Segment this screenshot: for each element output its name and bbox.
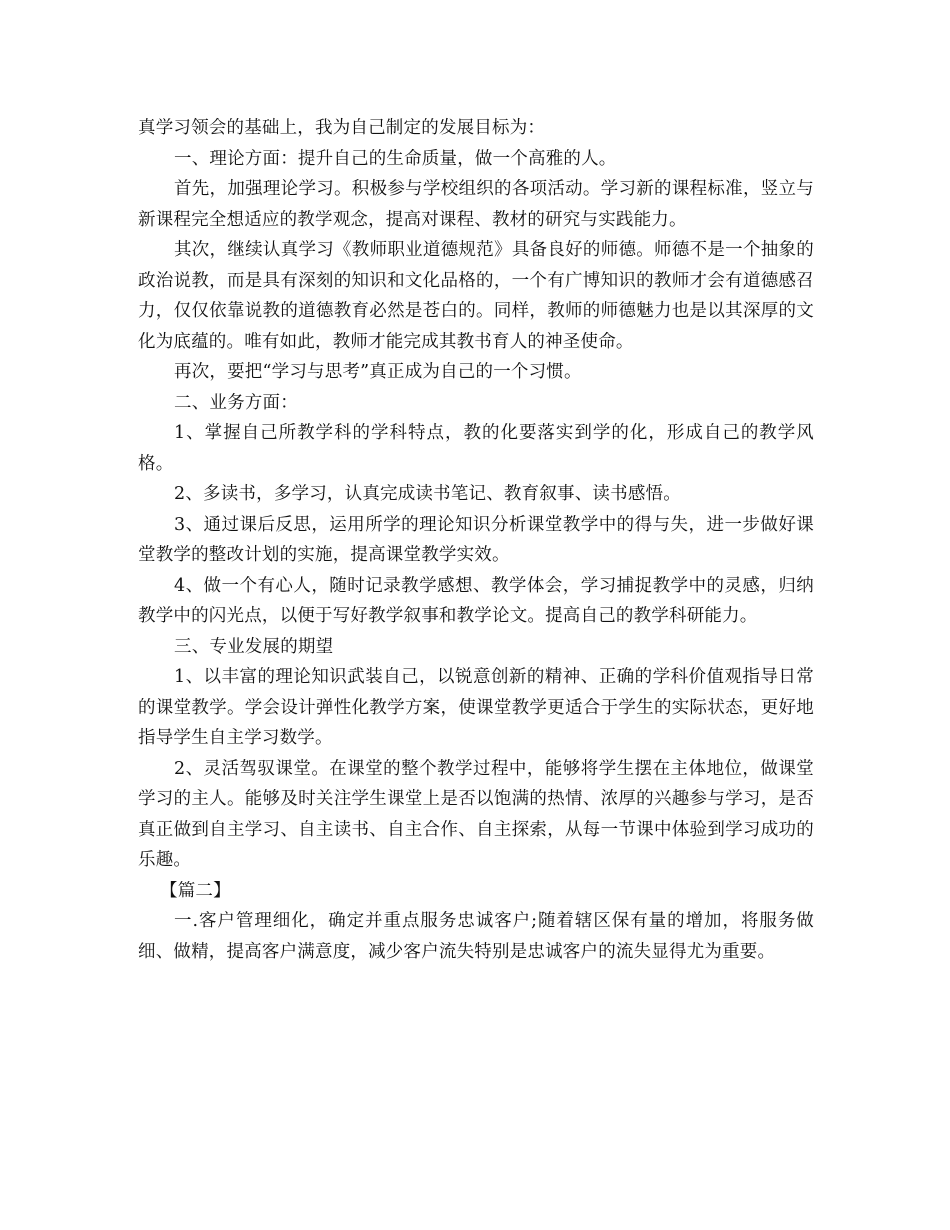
section-heading-expectation: 三、专业发展的期望 bbox=[174, 636, 334, 657]
paragraph-customer-management: 一.客户管理细化，确定并重点服务忠诚客户;随着辖区保有量的增加，将服务做细、做精，提高客户满意度，减少客户流失特别是忠诚客户的流失显得尤为重要。 bbox=[138, 911, 814, 962]
section-heading-theory: 一、理论方面：提升自己的生命质量，做一个高雅的人。 bbox=[174, 148, 617, 169]
paragraph-second: 其次，继续认真学习《教师职业道德规范》具备良好的师德。师德不是一个抽象的政治说教，而是具有深刻的知识和文化品格的，一个有广博知识的教师才会有道德感召力，仅仅依靠说教的道德教育必然是苍白的。同样，教师的师德魅力也是以其深厚的文化为底蕴的。唯有如此，教师才能完成其教书育人的神圣使命。 bbox=[138, 240, 814, 352]
list-item-business-1: 1、掌握自己所教学科的学科特点，教的化要落实到学的化，形成自己的教学风格。 bbox=[138, 423, 814, 474]
list-item-business-3: 3、通过课后反思，运用所学的理论知识分析课堂教学中的得与失，进一步做好课堂教学的整改计划的实施，提高课堂教学实效。 bbox=[138, 514, 814, 565]
list-item-expectation-2: 2、灵活驾驭课堂。在课堂的整个教学过程中，能够将学生摆在主体地位，做课堂学习的主人。能够及时关注学生课堂上是否以饱满的热情、浓厚的兴趣参与学习，是否真正做到自主学习、自主读书、自主合作、自主探索，从每一节课中体验到学习成功的乐趣。 bbox=[138, 758, 814, 870]
part-heading: 【篇二】 bbox=[160, 880, 231, 901]
section-heading-business: 二、业务方面： bbox=[174, 392, 298, 413]
paragraph-first: 首先，加强理论学习。积极参与学校组织的各项活动。学习新的课程标准，竖立与新课程完全想适应的教学观念，提高对课程、教材的研究与实践能力。 bbox=[138, 179, 814, 230]
list-item-business-2: 2、多读书，多学习，认真完成读书笔记、教育叙事、读书感悟。 bbox=[174, 484, 681, 504]
list-item-business-4: 4、做一个有心人，随时记录教学感想、教学体会，学习捕捉教学中的灵感，归纳教学中的闪光点，以便于写好教学叙事和教学论文。提高自己的教学科研能力。 bbox=[138, 575, 814, 626]
list-item-expectation-1: 1、以丰富的理论知识武装自己，以锐意创新的精神、正确的学科价值观指导日常的课堂教学。学会设计弹性化教学方案，使课堂教学更适合于学生的实际状态，更好地指导学生自主学习数学。 bbox=[138, 667, 814, 748]
paragraph-continuation: 真学习领会的基础上，我为自己制定的发展目标为： bbox=[138, 118, 546, 138]
paragraph-third: 再次，要把“学习与思考”真正成为自己的一个习惯。 bbox=[174, 362, 582, 382]
document-body bbox=[138, 113, 814, 967]
